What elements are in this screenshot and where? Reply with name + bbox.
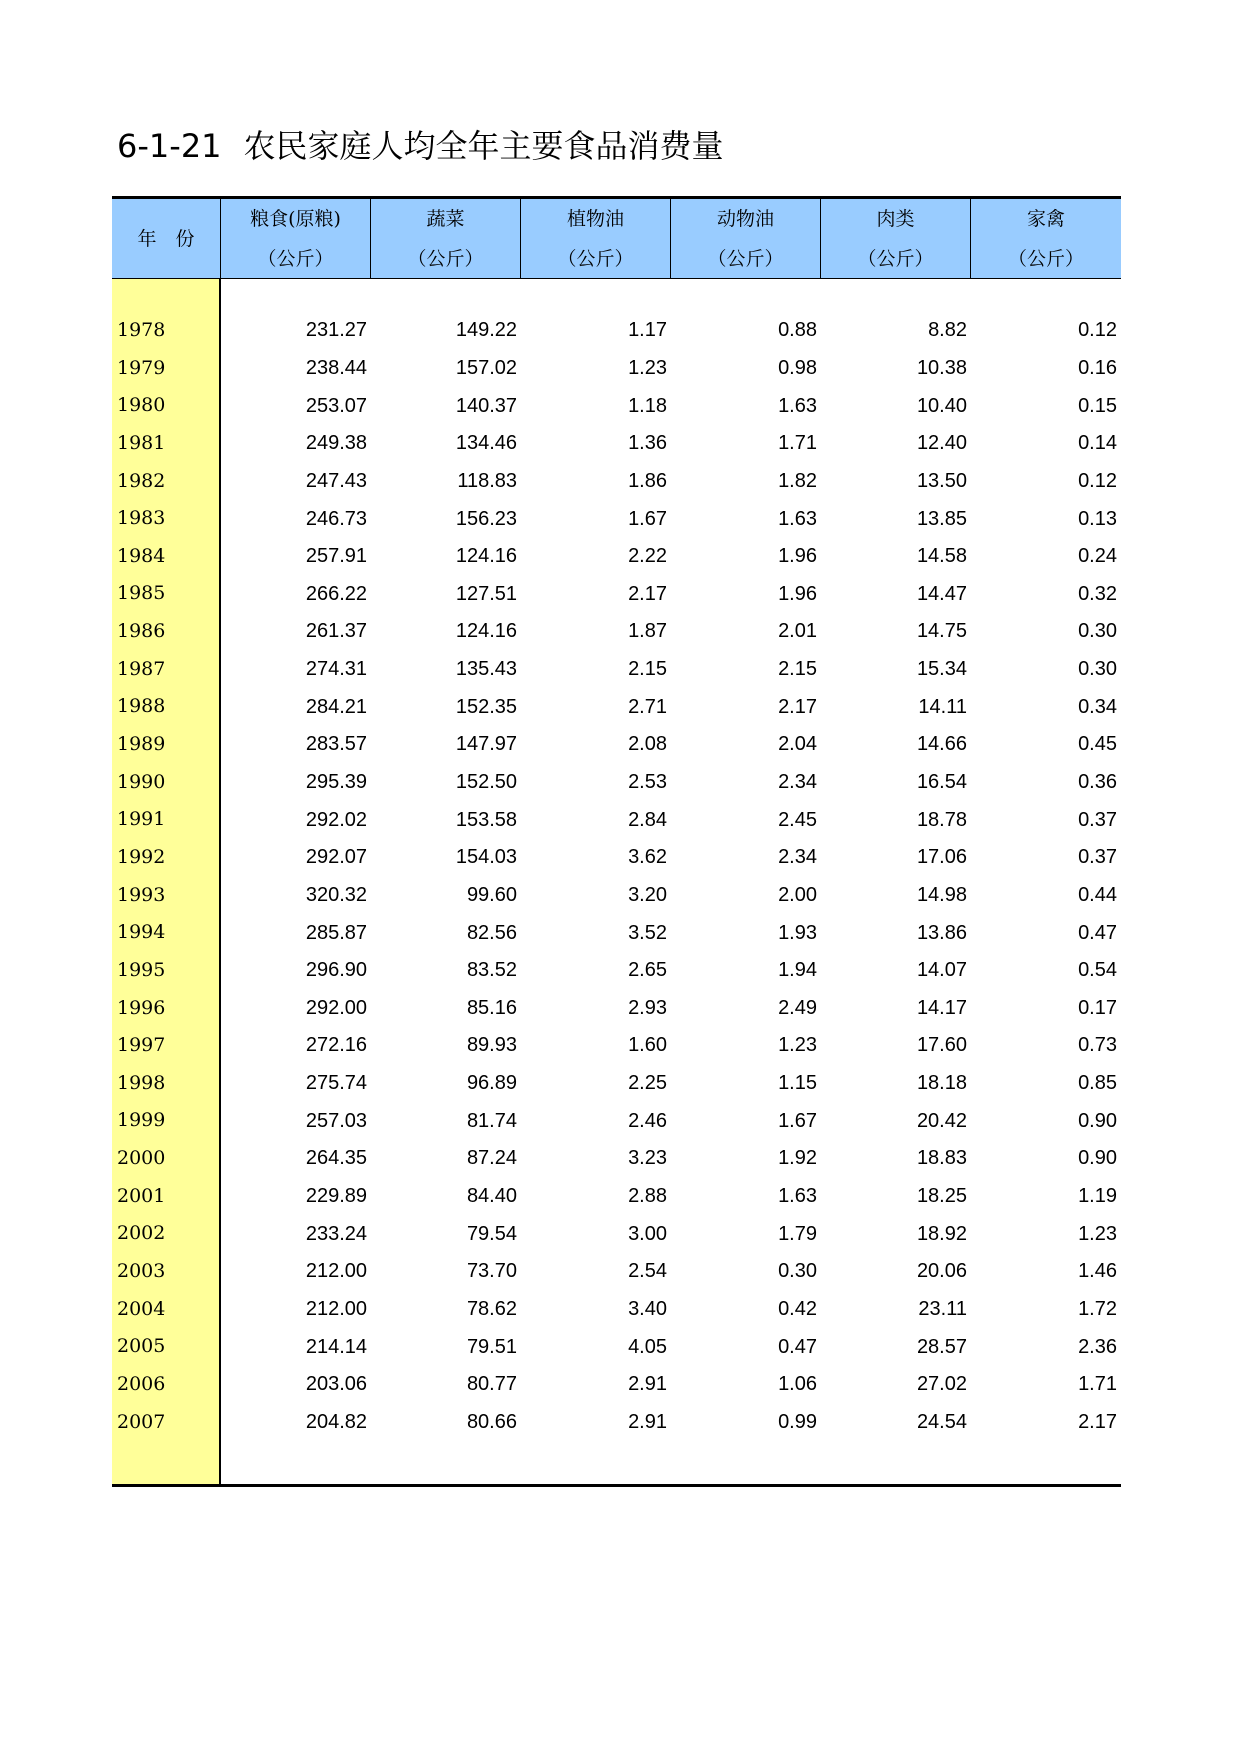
- table-row: [221, 1065, 1121, 1103]
- table-cell: 153.58: [455, 808, 517, 831]
- header-animal-oil: [671, 199, 821, 278]
- table-cell: 14.75: [916, 620, 967, 643]
- table-cell: 2.84: [628, 808, 667, 831]
- year-cell: 1998: [117, 1071, 166, 1094]
- table-cell: 87.24: [466, 1147, 517, 1170]
- table-cell: 2.49: [778, 996, 817, 1019]
- table-row: [221, 387, 1121, 425]
- table-cell: 2.91: [628, 1373, 667, 1396]
- header-col-unit: （公斤）: [557, 247, 634, 270]
- table-cell: 1.67: [778, 1109, 817, 1132]
- table-cell: 0.44: [1078, 883, 1117, 906]
- table-cell: 1.63: [778, 394, 817, 417]
- header-vegetable-oil: [521, 199, 671, 278]
- table-cell: 118.83: [457, 469, 517, 492]
- spacer: [112, 1441, 219, 1484]
- table-cell: 2.17: [778, 695, 817, 718]
- table-row: [221, 877, 1121, 915]
- header-col-name: 粮食(原粮): [250, 207, 341, 230]
- table-cell: 82.56: [466, 921, 517, 944]
- table-cell: 0.99: [778, 1410, 817, 1433]
- table-cell: 18.18: [916, 1072, 967, 1095]
- table-cell: 79.54: [466, 1222, 517, 1245]
- table-cell: 17.06: [916, 846, 967, 869]
- table-cell: 2.04: [778, 733, 817, 756]
- table-cell: 0.42: [778, 1297, 817, 1320]
- table-cell: 246.73: [305, 507, 367, 530]
- spacer: [112, 279, 219, 312]
- table-cell: 0.90: [1078, 1147, 1117, 1170]
- table-cell: 84.40: [466, 1185, 517, 1208]
- table-row: [221, 801, 1121, 839]
- table-cell: 1.63: [778, 1185, 817, 1208]
- table-row: [221, 538, 1121, 576]
- table-cell: 1.36: [628, 432, 667, 455]
- table-cell: 1.82: [778, 469, 817, 492]
- table-row: [221, 651, 1121, 689]
- table-cell: 14.47: [916, 582, 967, 605]
- header-col-unit: （公斤）: [1007, 247, 1084, 270]
- header-col-unit: （公斤）: [257, 247, 334, 270]
- table-cell: 24.54: [916, 1410, 967, 1433]
- table-cell: 1.18: [628, 394, 667, 417]
- table-cell: 10.40: [916, 394, 967, 417]
- table-cell: 2.34: [778, 846, 817, 869]
- table-cell: 1.63: [778, 507, 817, 530]
- table-cell: 1.06: [778, 1373, 817, 1396]
- table-cell: 0.47: [1078, 921, 1117, 944]
- table-cell: 2.00: [778, 883, 817, 906]
- table-cell: 249.38: [305, 432, 367, 455]
- table-cell: 135.43: [455, 658, 517, 681]
- year-cell: 1995: [117, 958, 166, 981]
- table-cell: 124.16: [455, 620, 517, 643]
- table-cell: 18.25: [916, 1185, 967, 1208]
- table-row: [221, 1253, 1121, 1291]
- table-header: [112, 199, 1121, 279]
- table-cell: 275.74: [305, 1072, 367, 1095]
- table-cell: 3.00: [628, 1222, 667, 1245]
- table-cell: 231.27: [305, 319, 367, 342]
- table-cell: 14.66: [916, 733, 967, 756]
- table-cell: 2.08: [628, 733, 667, 756]
- table-cell: 20.42: [916, 1109, 967, 1132]
- table-cell: 0.98: [778, 356, 817, 379]
- table-cell: 3.23: [628, 1147, 667, 1170]
- table-cell: 0.36: [1078, 771, 1117, 793]
- table-cell: 0.13: [1078, 507, 1117, 530]
- table-cell: 4.05: [628, 1335, 667, 1358]
- table-cell: 229.89: [305, 1185, 367, 1208]
- table-cell: 20.06: [916, 1260, 967, 1283]
- table-cell: 1.23: [1078, 1222, 1117, 1245]
- year-cell: 1979: [117, 356, 166, 379]
- table-cell: 0.73: [1078, 1034, 1117, 1057]
- page-title: [117, 122, 724, 170]
- table-cell: 152.50: [455, 771, 517, 793]
- table-row: [221, 1215, 1121, 1253]
- data-column-group: [221, 279, 1121, 1484]
- table-row: [221, 350, 1121, 388]
- table-row: [221, 914, 1121, 952]
- table-cell: 1.17: [628, 319, 667, 342]
- header-col-name: 肉类: [876, 207, 915, 230]
- consumption-table: [112, 196, 1121, 1487]
- table-row: [221, 1027, 1121, 1065]
- table-cell: 14.07: [916, 959, 967, 982]
- table-row: [221, 1178, 1121, 1216]
- header-vegetables: [371, 199, 521, 278]
- year-cell: 1980: [117, 394, 166, 417]
- table-cell: 79.51: [466, 1335, 517, 1358]
- table-cell: 0.30: [1078, 658, 1117, 681]
- table-cell: 2.71: [628, 695, 667, 718]
- table-cell: 266.22: [305, 582, 367, 605]
- table-cell: 80.77: [466, 1373, 517, 1396]
- table-title: 农民家庭人均全年主要食品消费量: [243, 127, 724, 165]
- table-cell: 96.89: [466, 1072, 517, 1095]
- table-cell: 261.37: [305, 620, 367, 643]
- header-year: [112, 199, 221, 278]
- table-cell: 295.39: [305, 771, 367, 793]
- table-cell: 10.38: [916, 356, 967, 379]
- table-cell: 2.36: [1078, 1335, 1117, 1358]
- table-cell: 147.97: [455, 733, 517, 756]
- table-cell: 1.79: [778, 1222, 817, 1245]
- table-cell: 2.45: [778, 808, 817, 831]
- table-cell: 3.52: [628, 921, 667, 944]
- table-row: [221, 575, 1121, 613]
- table-cell: 14.11: [918, 695, 967, 718]
- table-cell: 264.35: [305, 1147, 367, 1170]
- table-cell: 253.07: [305, 394, 367, 417]
- table-cell: 17.60: [916, 1034, 967, 1057]
- table-cell: 0.12: [1078, 469, 1117, 492]
- table-cell: 1.72: [1078, 1297, 1117, 1320]
- table-cell: 1.86: [628, 469, 667, 492]
- table-cell: 12.40: [916, 432, 967, 455]
- table-row: [221, 1328, 1121, 1366]
- table-cell: 292.07: [305, 846, 367, 869]
- table-cell: 15.34: [916, 658, 967, 681]
- header-col-name: 植物油: [566, 207, 624, 230]
- table-cell: 14.17: [916, 996, 967, 1019]
- table-cell: 0.34: [1078, 695, 1117, 718]
- table-cell: 3.62: [628, 846, 667, 869]
- table-cell: 2.53: [628, 771, 667, 793]
- table-cell: 13.86: [916, 921, 967, 944]
- table-cell: 238.44: [305, 356, 367, 379]
- header-col-unit: （公斤）: [707, 247, 784, 270]
- table-cell: 3.20: [628, 883, 667, 906]
- table-cell: 212.00: [305, 1297, 367, 1320]
- table-cell: 1.60: [628, 1034, 667, 1057]
- table-cell: 1.19: [1078, 1185, 1117, 1208]
- year-cell: 1981: [117, 431, 166, 454]
- table-cell: 292.00: [305, 996, 367, 1019]
- header-year-label: 年 份: [137, 227, 195, 250]
- year-cell: 1996: [117, 996, 166, 1019]
- table-cell: 8.82: [928, 319, 967, 342]
- table-cell: 0.37: [1078, 846, 1117, 869]
- table-cell: 2.34: [778, 771, 817, 793]
- year-cell: 1990: [117, 770, 166, 793]
- year-cell: 1988: [117, 695, 166, 718]
- year-cell: 1982: [117, 469, 166, 492]
- table-cell: 1.15: [778, 1072, 817, 1095]
- table-cell: 204.82: [305, 1410, 367, 1433]
- table-cell: 0.30: [778, 1260, 817, 1283]
- table-cell: 0.15: [1078, 394, 1117, 417]
- table-cell: 1.94: [778, 959, 817, 982]
- table-cell: 0.37: [1078, 808, 1117, 831]
- year-cell: 2002: [117, 1222, 166, 1245]
- table-cell: 99.60: [466, 883, 517, 906]
- table-cell: 2.93: [628, 996, 667, 1019]
- table-cell: 85.16: [466, 996, 517, 1019]
- table-row: [221, 463, 1121, 501]
- year-cell: 1999: [117, 1109, 166, 1132]
- table-row: [221, 990, 1121, 1028]
- table-cell: 127.51: [455, 582, 517, 605]
- table-cell: 3.40: [628, 1297, 667, 1320]
- table-cell: 154.03: [455, 846, 517, 869]
- table-cell: 1.96: [778, 582, 817, 605]
- table-row: [221, 764, 1121, 802]
- table-cell: 247.43: [305, 469, 367, 492]
- year-cell: 1989: [117, 733, 166, 756]
- table-cell: 18.92: [916, 1222, 967, 1245]
- table-number: 6-1-21: [117, 127, 222, 165]
- year-cell: 1993: [117, 883, 166, 906]
- year-cell: 2006: [117, 1372, 166, 1395]
- table-cell: 157.02: [455, 356, 517, 379]
- table-cell: 214.14: [305, 1335, 367, 1358]
- table-cell: 283.57: [305, 733, 367, 756]
- table-cell: 0.32: [1078, 582, 1117, 605]
- table-cell: 2.15: [778, 658, 817, 681]
- table-cell: 83.52: [466, 959, 517, 982]
- table-cell: 1.92: [778, 1147, 817, 1170]
- table-cell: 2.91: [628, 1410, 667, 1433]
- table-row: [221, 613, 1121, 651]
- table-cell: 0.45: [1078, 733, 1117, 756]
- table-row: [221, 952, 1121, 990]
- table-cell: 1.71: [1078, 1373, 1117, 1396]
- header-grain: [221, 199, 371, 278]
- table-cell: 203.06: [305, 1373, 367, 1396]
- table-cell: 257.03: [305, 1109, 367, 1132]
- table-cell: 156.23: [455, 507, 517, 530]
- table-cell: 1.67: [628, 507, 667, 530]
- year-cell: 1991: [117, 808, 166, 831]
- table-row: [221, 839, 1121, 877]
- table-cell: 2.46: [628, 1109, 667, 1132]
- table-cell: 284.21: [305, 695, 367, 718]
- table-cell: 1.46: [1078, 1260, 1117, 1283]
- table-cell: 27.02: [916, 1373, 967, 1396]
- table-row: [221, 312, 1121, 350]
- table-cell: 2.15: [628, 658, 667, 681]
- year-cell: 1992: [117, 845, 166, 868]
- table-cell: 13.85: [916, 507, 967, 530]
- table-cell: 257.91: [305, 545, 367, 568]
- table-cell: 18.78: [916, 808, 967, 831]
- table-cell: 2.17: [628, 582, 667, 605]
- year-cell: 1984: [117, 544, 166, 567]
- table-cell: 16.54: [916, 771, 967, 793]
- table-cell: 1.93: [778, 921, 817, 944]
- table-cell: 14.98: [916, 883, 967, 906]
- header-poultry: [971, 199, 1121, 278]
- table-row: [221, 425, 1121, 463]
- table-cell: 2.25: [628, 1072, 667, 1095]
- table-row: [221, 688, 1121, 726]
- year-cell: 2005: [117, 1335, 166, 1358]
- table-cell: 1.71: [778, 432, 817, 455]
- table-cell: 80.66: [466, 1410, 517, 1433]
- table-cell: 14.58: [916, 545, 967, 568]
- year-cell: 2007: [117, 1410, 166, 1433]
- table-cell: 0.90: [1078, 1109, 1117, 1132]
- table-cell: 2.17: [1078, 1410, 1117, 1433]
- spacer: [221, 279, 1121, 312]
- table-cell: 23.11: [918, 1297, 967, 1320]
- table-cell: 140.37: [455, 394, 517, 417]
- year-cell: 1978: [117, 319, 166, 341]
- table-cell: 274.31: [305, 658, 367, 681]
- table-cell: 0.24: [1078, 545, 1117, 568]
- table-cell: 285.87: [305, 921, 367, 944]
- table-cell: 18.83: [916, 1147, 967, 1170]
- year-cell: 1987: [117, 657, 166, 680]
- table-cell: 89.93: [466, 1034, 517, 1057]
- year-cell: 2001: [117, 1184, 166, 1207]
- header-col-unit: （公斤）: [857, 247, 934, 270]
- year-cell: 1994: [117, 921, 166, 944]
- year-cell: 2000: [117, 1147, 166, 1170]
- year-cell: 2004: [117, 1297, 166, 1320]
- table-row: [221, 1102, 1121, 1140]
- table-cell: 81.74: [466, 1109, 517, 1132]
- table-cell: 0.16: [1078, 356, 1117, 379]
- table-cell: 134.46: [455, 432, 517, 455]
- year-cell: 1986: [117, 620, 166, 643]
- year-cell: 1983: [117, 507, 166, 530]
- table-cell: 2.54: [628, 1260, 667, 1283]
- table-cell: 0.17: [1078, 996, 1117, 1019]
- table-row: [221, 1366, 1121, 1404]
- table-cell: 1.87: [628, 620, 667, 643]
- table-cell: 292.02: [305, 808, 367, 831]
- table-cell: 13.50: [916, 469, 967, 492]
- table-row: [221, 1291, 1121, 1329]
- header-meat: [821, 199, 971, 278]
- table-row: [221, 500, 1121, 538]
- table-cell: 1.23: [778, 1034, 817, 1057]
- table-cell: 2.88: [628, 1185, 667, 1208]
- header-col-name: 动物油: [716, 207, 774, 230]
- table-cell: 0.85: [1078, 1072, 1117, 1095]
- table-cell: 0.47: [778, 1335, 817, 1358]
- table-cell: 1.23: [628, 356, 667, 379]
- table-bottom-rule: [112, 1484, 1121, 1487]
- table-cell: 296.90: [305, 959, 367, 982]
- table-cell: 0.14: [1078, 432, 1117, 455]
- table-cell: 2.65: [628, 959, 667, 982]
- table-cell: 0.88: [778, 319, 817, 342]
- table-row: [221, 726, 1121, 764]
- table-body: [112, 279, 1121, 1484]
- year-column: [112, 279, 221, 1484]
- year-cell: 1985: [117, 582, 166, 605]
- table-cell: 0.30: [1078, 620, 1117, 643]
- table-cell: 0.54: [1078, 959, 1117, 982]
- table-cell: 233.24: [305, 1222, 367, 1245]
- header-col-name: 家禽: [1026, 207, 1065, 230]
- table-cell: 0.12: [1078, 319, 1117, 342]
- table-row: [221, 1140, 1121, 1178]
- table-cell: 212.00: [305, 1260, 367, 1283]
- year-cell: 2003: [117, 1260, 166, 1283]
- table-cell: 320.32: [305, 883, 367, 906]
- header-col-name: 蔬菜: [426, 207, 465, 230]
- table-cell: 124.16: [455, 545, 517, 568]
- spacer: [221, 1441, 1121, 1484]
- table-cell: 152.35: [455, 695, 517, 718]
- year-cell: 1997: [117, 1034, 166, 1057]
- table-cell: 2.01: [778, 620, 817, 643]
- table-cell: 149.22: [455, 319, 517, 342]
- table-row: [221, 1404, 1121, 1442]
- table-cell: 73.70: [466, 1260, 517, 1283]
- header-col-unit: （公斤）: [407, 247, 484, 270]
- table-cell: 1.96: [778, 545, 817, 568]
- table-cell: 2.22: [628, 545, 667, 568]
- table-cell: 78.62: [466, 1297, 517, 1320]
- table-cell: 272.16: [305, 1034, 367, 1057]
- table-cell: 28.57: [916, 1335, 967, 1358]
